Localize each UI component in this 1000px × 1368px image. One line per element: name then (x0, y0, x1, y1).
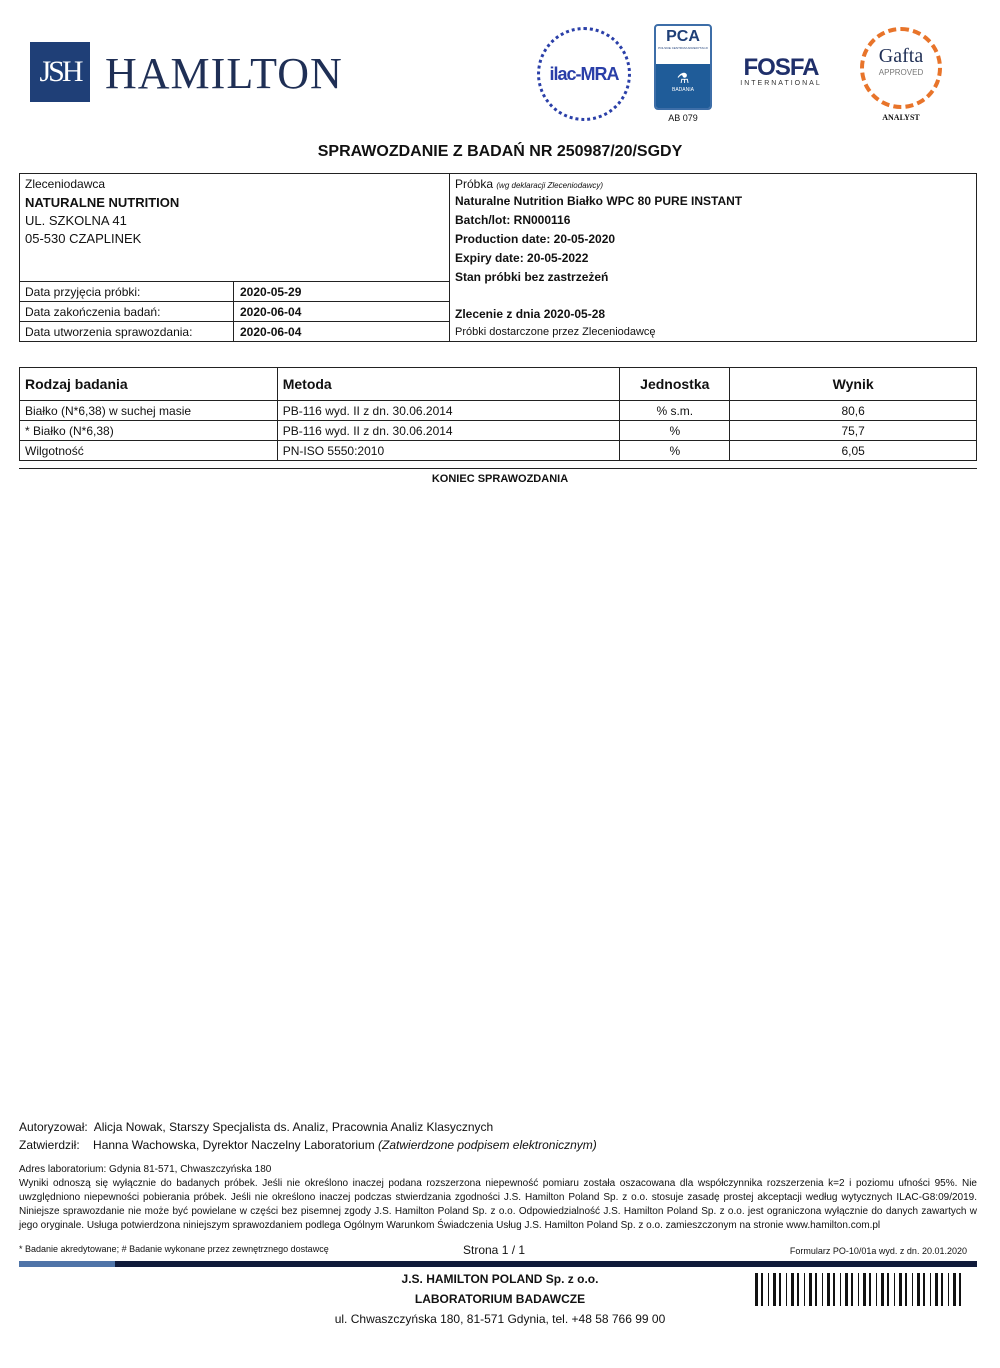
pca-blue-panel (656, 64, 710, 108)
barcode-bar (923, 1273, 925, 1306)
barcode-bar (777, 1273, 778, 1306)
barcode-bar (822, 1273, 823, 1306)
column-header: Rodzaj badania (20, 368, 278, 401)
barcode-bar (770, 1273, 772, 1306)
sample-line: Stan próbki bez zastrzeżeń (455, 270, 609, 284)
barcode-bar (921, 1273, 922, 1306)
barcode-bar (962, 1273, 965, 1306)
sample-line: Naturalne Nutrition Białko WPC 80 PURE INSTANT (455, 194, 743, 208)
barcode-bar (849, 1273, 850, 1306)
client-name: NATURALNE NUTRITION (25, 195, 180, 210)
test-name: Białko (N*6,38) w suchej masie (20, 401, 278, 421)
footer-legend: * Badanie akredytowane; # Badanie wykonane przez zewnętrznego dostawcę (19, 1244, 329, 1254)
barcode-bar (860, 1273, 862, 1306)
unit: % (620, 441, 730, 461)
client-street: UL. SZKOLNA 41 (25, 213, 127, 228)
date-label: Data utworzenia sprawozdania: (25, 325, 193, 339)
table-row (20, 441, 977, 461)
barcode-bar (800, 1273, 803, 1306)
gafta-role: ANALYST (882, 113, 920, 122)
barcode-bar (761, 1273, 763, 1306)
barcode-bar (953, 1273, 956, 1306)
barcode-bar (845, 1273, 848, 1306)
divider (449, 173, 450, 342)
barcode-bar (840, 1273, 841, 1306)
table-row (20, 401, 977, 421)
divider (19, 301, 449, 302)
barcode-bar (926, 1273, 929, 1306)
pca-text: PCA (666, 28, 700, 45)
barcode-bar (813, 1273, 814, 1306)
barcode-bar (858, 1273, 859, 1306)
date-value: 2020-06-04 (240, 325, 302, 339)
ilac-mra-badge (537, 27, 631, 121)
barcode-bar (809, 1273, 812, 1306)
barcode-bar (941, 1273, 943, 1306)
approved-line (19, 1138, 597, 1152)
barcode-bar (759, 1273, 760, 1306)
barcode-bar (930, 1273, 931, 1306)
sample-line: Production date: 20-05-2020 (455, 232, 616, 246)
gafta-text: Gafta (878, 45, 924, 67)
pca-code: AB 079 (668, 113, 698, 123)
date-value: 2020-05-29 (240, 285, 302, 299)
approved-note: (Zatwierdzone podpisem elektronicznym) (378, 1138, 597, 1152)
result: 80,6 (730, 401, 977, 421)
divider (19, 281, 449, 282)
approved-label: Zatwierdził: (19, 1138, 80, 1152)
test-name: Wilgotność (20, 441, 278, 461)
barcode-bar (806, 1273, 808, 1306)
unit: % s.m. (620, 401, 730, 421)
footer-bar (115, 1261, 977, 1267)
barcode-bar (854, 1273, 857, 1306)
footer-bar-accent (19, 1261, 115, 1267)
page-number: Strona 1 / 1 (463, 1243, 526, 1257)
disclaimer: Wyniki odnoszą się wyłącznie do badanych próbek. Jeśli nie określono inaczej podana rozszerzona niepewność pomiaru została oszacowana dla współczynnika rozszerzenia k=2 i poziomu ufności 95%. Nie uwzględniono niepewności pobierania próbek. Jeśli nie określono inaczej podczas stwierdzania zgodności J.S. Hamilton Poland Sp. z o.o. stosuje zasadę prostej akceptacji według wytycznych ILAC-G8:09/2019. Niniejsze sprawozdanie nie może być powielane w części bez pisemnej zgody J.S. Hamilton Poland Sp. z o.o. Odpowiedzialność J.S. Hamilton Poland Sp. z o.o. jest ograniczona wyłącznie do danych zawartych w jego oryginale. Usługa potwierdzona niniejszym sprawozdaniem podlega Ogólnym Warunkom Świadczenia Usług J.S. Hamilton Poland Sp. z o.o. zamieszczonym na stronie www.hamilton.com.pl (19, 1178, 977, 1231)
barcode-bar (899, 1273, 902, 1306)
gafta-subtext: APPROVED (878, 68, 924, 77)
barcode-bar (773, 1273, 776, 1306)
pca-badge-label: BADANIA (672, 87, 694, 93)
hamilton-logo-mark: JSH (30, 42, 90, 102)
fosfa-logo (738, 56, 824, 87)
date-label: Data zakończenia badań: (25, 305, 161, 319)
client-label: Zleceniodawca (25, 177, 106, 191)
sample-label (455, 177, 603, 191)
barcode-bar (827, 1273, 830, 1306)
authorized-line (19, 1120, 493, 1134)
barcode-bar (939, 1273, 940, 1306)
test-name: * Białko (N*6,38) (20, 421, 278, 441)
barcode-bar (957, 1273, 958, 1306)
barcode-bar (876, 1273, 877, 1306)
divider (19, 321, 449, 322)
authorized-name: Alicja Nowak, Starszy Specjalista ds. Analiz, Pracownia Analiz Klasycznych (93, 1120, 494, 1134)
barcode-bar (786, 1273, 787, 1306)
barcode-bar (768, 1273, 769, 1306)
sample-line: Batch/lot: RN000116 (455, 213, 571, 227)
lab-name: LABORATORIUM BADAWCZE (414, 1292, 586, 1306)
barcode (755, 1273, 967, 1306)
results-table (19, 367, 977, 461)
column-header: Metoda (277, 368, 620, 401)
barcode-bar (894, 1273, 895, 1306)
result: 75,7 (730, 421, 977, 441)
barcode-bar (797, 1273, 799, 1306)
pca-subtext: POLSKIE CENTRUM AKREDYTACJI (658, 46, 708, 50)
barcode-bar (959, 1273, 961, 1306)
pca-badge (654, 24, 712, 110)
sample-label-text: Próbka (455, 177, 494, 191)
lab-address: Adres laboratorium: Gdynia 81-571, Chwaszczyńska 180 (19, 1164, 272, 1175)
barcode-bar (948, 1273, 949, 1306)
barcode-bar (804, 1273, 805, 1306)
column-header: Wynik (730, 368, 977, 401)
fosfa-text: FOSFA (743, 54, 819, 81)
barcode-bar (815, 1273, 817, 1306)
barcode-bar (890, 1273, 893, 1306)
sample-note: (wg deklaracji Zleceniodawcy) (496, 181, 604, 190)
barcode-bar (914, 1273, 916, 1306)
barcode-bar (836, 1273, 839, 1306)
barcode-bar (896, 1273, 898, 1306)
date-value: 2020-06-04 (240, 305, 302, 319)
end-of-report: KONIEC SPRAWOZDANIA (431, 473, 569, 485)
barcode-bar (878, 1273, 880, 1306)
barcode-bar (932, 1273, 934, 1306)
method: PN-ISO 5550:2010 (277, 441, 620, 461)
barcode-bar (755, 1273, 758, 1306)
barcode-bar (935, 1273, 938, 1306)
result: 6,05 (730, 441, 977, 461)
method: PB-116 wyd. II z dn. 30.06.2014 (277, 421, 620, 441)
barcode-bar (872, 1273, 875, 1306)
barcode-bar (905, 1273, 907, 1306)
barcode-bar (917, 1273, 920, 1306)
barcode-bar (908, 1273, 911, 1306)
report-title: SPRAWOZDANIE Z BADAŃ NR 250987/20/SGDY (317, 143, 683, 160)
fosfa-subtext: INTERNATIONAL (740, 80, 822, 87)
client-city: 05-530 CZAPLINEK (25, 231, 142, 246)
barcode-bar (791, 1273, 794, 1306)
order-date: Zlecenie z dnia 2020-05-28 (455, 307, 606, 321)
flask-icon: ⚗ (676, 70, 690, 86)
barcode-bar (885, 1273, 886, 1306)
barcode-bar (863, 1273, 866, 1306)
barcode-bar (831, 1273, 832, 1306)
barcode-bar (842, 1273, 844, 1306)
form-number: Formularz PO-10/01a wyd. z dn. 20.01.2020 (789, 1246, 967, 1256)
barcode-bar (869, 1273, 871, 1306)
hamilton-logo-text: HAMILTON (105, 49, 343, 98)
barcode-bar (788, 1273, 790, 1306)
barcode-bar (887, 1273, 889, 1306)
barcode-bar (881, 1273, 884, 1306)
barcode-bar (818, 1273, 821, 1306)
barcode-bar (950, 1273, 952, 1306)
barcode-bar (764, 1273, 767, 1306)
unit: % (620, 421, 730, 441)
barcode-bar (867, 1273, 868, 1306)
divider (233, 281, 234, 342)
delivered-note: Próbki dostarczone przez Zleceniodawcę (455, 326, 656, 338)
ilac-text: ilac-MRA (549, 63, 619, 84)
gafta-badge (860, 27, 942, 109)
barcode-bar (833, 1273, 835, 1306)
barcode-bar (782, 1273, 785, 1306)
barcode-bar (903, 1273, 904, 1306)
barcode-bar (912, 1273, 913, 1306)
sample-line: Expiry date: 20-05-2022 (455, 251, 589, 265)
barcode-bar (824, 1273, 826, 1306)
barcode-bar (779, 1273, 781, 1306)
column-header: Jednostka (620, 368, 730, 401)
authorized-label: Autoryzował: (19, 1120, 88, 1134)
barcode-bar (795, 1273, 796, 1306)
company-address: ul. Chwaszczyńska 180, 81-571 Gdynia, tel. +48 58 766 99 00 (334, 1312, 666, 1326)
date-label: Data przyjęcia próbki: (25, 285, 141, 299)
barcode-bar (851, 1273, 853, 1306)
barcode-bar (944, 1273, 947, 1306)
table-row (20, 421, 977, 441)
table-header (20, 368, 977, 401)
approved-name: Hanna Wachowska, Dyrektor Naczelny Laboratorium (93, 1138, 375, 1152)
method: PB-116 wyd. II z dn. 30.06.2014 (277, 401, 620, 421)
divider (19, 468, 977, 469)
company-name: J.S. HAMILTON POLAND Sp. z o.o. (401, 1272, 599, 1286)
